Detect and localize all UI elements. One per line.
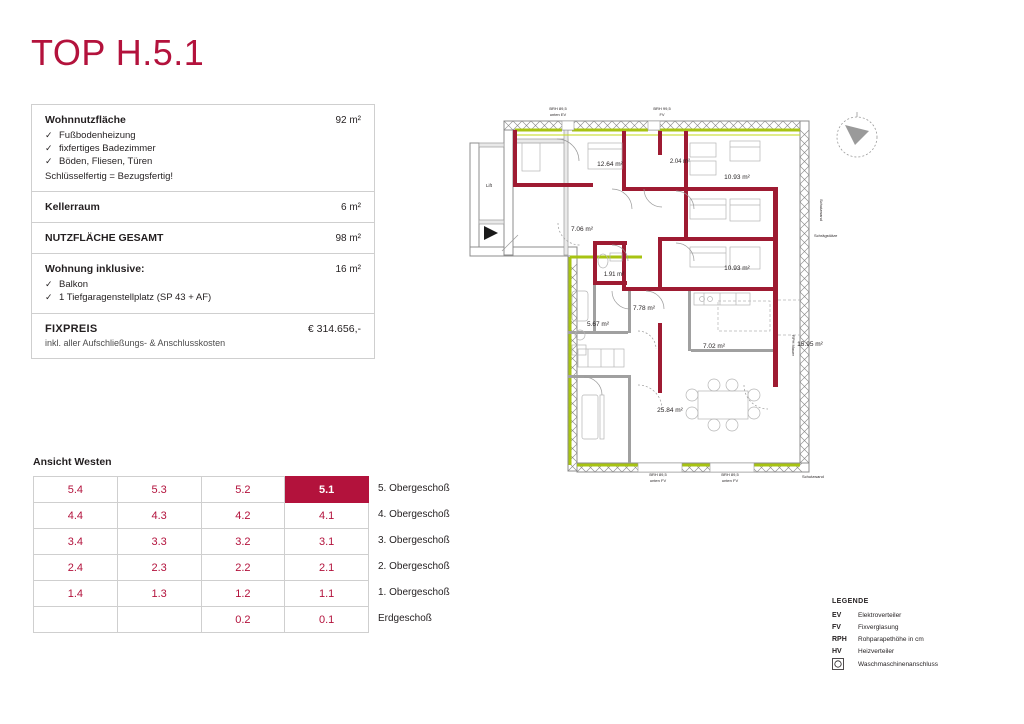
room-area-label: 1.91 m²	[603, 272, 625, 278]
legend-desc: Rohparapethöhe in cm	[858, 636, 924, 643]
room-area-label: 12.64 m²	[597, 161, 623, 168]
table-row	[34, 607, 369, 633]
unit-cell[interactable]: 4.3	[117, 503, 201, 529]
legend-desc: Fixverglasung	[858, 624, 899, 631]
inklusive-item-list	[45, 278, 361, 304]
annotation-label: unten EV	[549, 112, 567, 117]
annotation-label: unten FV	[649, 478, 667, 483]
annotation-label: BRH 99,5	[653, 106, 671, 111]
unit-cell[interactable]: 2.2	[201, 555, 285, 581]
info-section-kellerraum	[32, 192, 374, 223]
ansicht-title: Ansicht Westen	[33, 456, 112, 468]
check-icon: ✓	[45, 156, 53, 166]
legend-row	[832, 646, 1012, 657]
check-icon: ✓	[45, 292, 53, 302]
room-area-label: 7.78 m²	[632, 305, 656, 312]
unit-cell[interactable]: 4.1	[285, 503, 369, 529]
floor-label-eg: Erdgeschoß	[378, 613, 432, 624]
kellerraum-label: Kellerraum	[45, 201, 100, 213]
floor-label-5: 5. Obergeschoß	[378, 483, 450, 494]
fixpreis-note: inkl. aller Aufschließungs- & Anschlusskosten	[45, 338, 226, 348]
legend-key: FV	[832, 624, 841, 631]
info-section-inklusive	[32, 254, 374, 314]
unit-cell[interactable]: 1.4	[34, 581, 118, 607]
annotation-label: BRH 89,5	[649, 472, 667, 477]
legend-row	[832, 622, 1012, 633]
floor-label-4: 4. Obergeschoß	[378, 509, 450, 520]
legend-key: RPH	[832, 636, 847, 643]
room-area-label: 2.04 m²	[669, 159, 691, 165]
inklusive-label: Wohnung inklusive:	[45, 263, 145, 275]
check-icon: ✓	[45, 130, 53, 140]
floorplan-drawing	[462, 95, 1002, 495]
table-row	[34, 581, 369, 607]
feature-label: fixfertiges Badezimmer	[59, 143, 156, 154]
unit-cell[interactable]: 1.1	[285, 581, 369, 607]
unit-cell[interactable]: 2.3	[117, 555, 201, 581]
unit-cell-active[interactable]: 5.1	[285, 477, 369, 503]
unit-cell[interactable]: 4.4	[34, 503, 118, 529]
list-item	[45, 155, 361, 168]
check-icon: ✓	[45, 143, 53, 153]
washing-machine-icon	[832, 658, 858, 670]
inklusive-item-label: Balkon	[59, 279, 89, 290]
legend-row	[832, 658, 1012, 670]
legend-key: HV	[832, 648, 842, 655]
wohnnutzflaeche-label: Wohnnutzfläche	[45, 114, 126, 126]
table-row	[34, 529, 369, 555]
unit-cell[interactable]: 1.3	[117, 581, 201, 607]
annotation-label: Schutzwand	[802, 474, 824, 479]
unit-cell-empty	[34, 607, 118, 633]
legend	[832, 596, 1012, 671]
feature-label: Fußbodenheizung	[59, 130, 136, 141]
gesamt-value: 98 m²	[335, 233, 361, 244]
info-section-gesamt	[32, 223, 374, 254]
floor-label-3: 3. Obergeschoß	[378, 535, 450, 546]
annotation-label: BRH 89,5	[721, 472, 739, 477]
legend-desc: Elektroverteiler	[858, 612, 902, 619]
unit-cell[interactable]: 1.2	[201, 581, 285, 607]
legend-title: LEGENDE	[832, 598, 869, 605]
wohnnutzflaeche-feature-list	[45, 129, 361, 168]
list-item	[45, 129, 361, 142]
unit-cell-empty	[117, 607, 201, 633]
page-title: TOP H.5.1	[31, 32, 205, 73]
legend-key: EV	[832, 612, 842, 619]
annotation-label: BRH 89,5	[549, 106, 567, 111]
inklusive-value: 16 m²	[335, 264, 361, 275]
wohnnutzflaeche-value: 92 m²	[335, 115, 361, 126]
feature-label: Böden, Fliesen, Türen	[59, 156, 153, 167]
unit-cell[interactable]: 5.4	[34, 477, 118, 503]
unit-cell[interactable]: 0.1	[285, 607, 369, 633]
gesamt-label: NUTZFLÄCHE GESAMT	[45, 232, 164, 244]
list-item	[45, 142, 361, 155]
annotation-label: Lift	[486, 183, 493, 188]
annotation-label: Schutzwand	[819, 199, 824, 221]
room-area-label: 25.84 m²	[657, 407, 683, 414]
inklusive-item-label: 1 Tiefgaragenstellplatz (SP 43 + AF)	[59, 292, 212, 303]
list-item	[45, 278, 361, 291]
legend-desc: Heizverteiler	[858, 648, 895, 655]
unit-cell[interactable]: 0.2	[201, 607, 285, 633]
unit-cell[interactable]: 3.3	[117, 529, 201, 555]
list-item	[45, 291, 361, 304]
unit-cell[interactable]: 5.3	[117, 477, 201, 503]
kellerraum-value: 6 m²	[341, 202, 361, 213]
table-row	[34, 477, 369, 503]
info-section-wohnnutzflaeche	[32, 105, 374, 192]
fixpreis-value: € 314.656,-	[307, 323, 361, 335]
info-section-fixpreis	[32, 314, 374, 358]
unit-cell[interactable]: 2.4	[34, 555, 118, 581]
floor-label-1: 1. Obergeschoß	[378, 587, 450, 598]
table-row	[34, 503, 369, 529]
unit-cell[interactable]: 3.4	[34, 529, 118, 555]
annotation-label: Schrägstütze	[814, 233, 838, 238]
room-area-label: 10.93 m²	[724, 174, 750, 181]
annotation-label: FV	[659, 112, 665, 117]
annotation-label: RPH Mauer	[791, 335, 796, 356]
legend-row	[832, 634, 1012, 645]
room-area-label: 10.93 m²	[724, 265, 750, 272]
info-box	[31, 104, 375, 359]
room-area-label: 7.06 m²	[570, 226, 594, 233]
floor-label-2: 2. Obergeschoß	[378, 561, 450, 572]
unit-cell[interactable]: 5.2	[201, 477, 285, 503]
room-area-label: 15.95 m²	[797, 341, 823, 348]
check-icon: ✓	[45, 279, 53, 289]
fixpreis-label: FIXPREIS	[45, 323, 98, 335]
wohnnutzflaeche-note: Schlüsselfertig = Bezugsfertig!	[45, 171, 174, 182]
unit-cell[interactable]: 2.1	[285, 555, 369, 581]
unit-cell[interactable]: 3.1	[285, 529, 369, 555]
unit-cell[interactable]: 4.2	[201, 503, 285, 529]
legend-row	[832, 610, 1012, 621]
unit-grid	[33, 476, 369, 633]
legend-desc: Waschmaschinenanschluss	[858, 660, 938, 668]
annotation-label: unten FV	[721, 478, 739, 483]
table-row	[34, 555, 369, 581]
unit-cell[interactable]: 3.2	[201, 529, 285, 555]
room-area-label: 7.02 m²	[702, 343, 726, 350]
room-area-label: 5.67 m²	[586, 321, 610, 328]
